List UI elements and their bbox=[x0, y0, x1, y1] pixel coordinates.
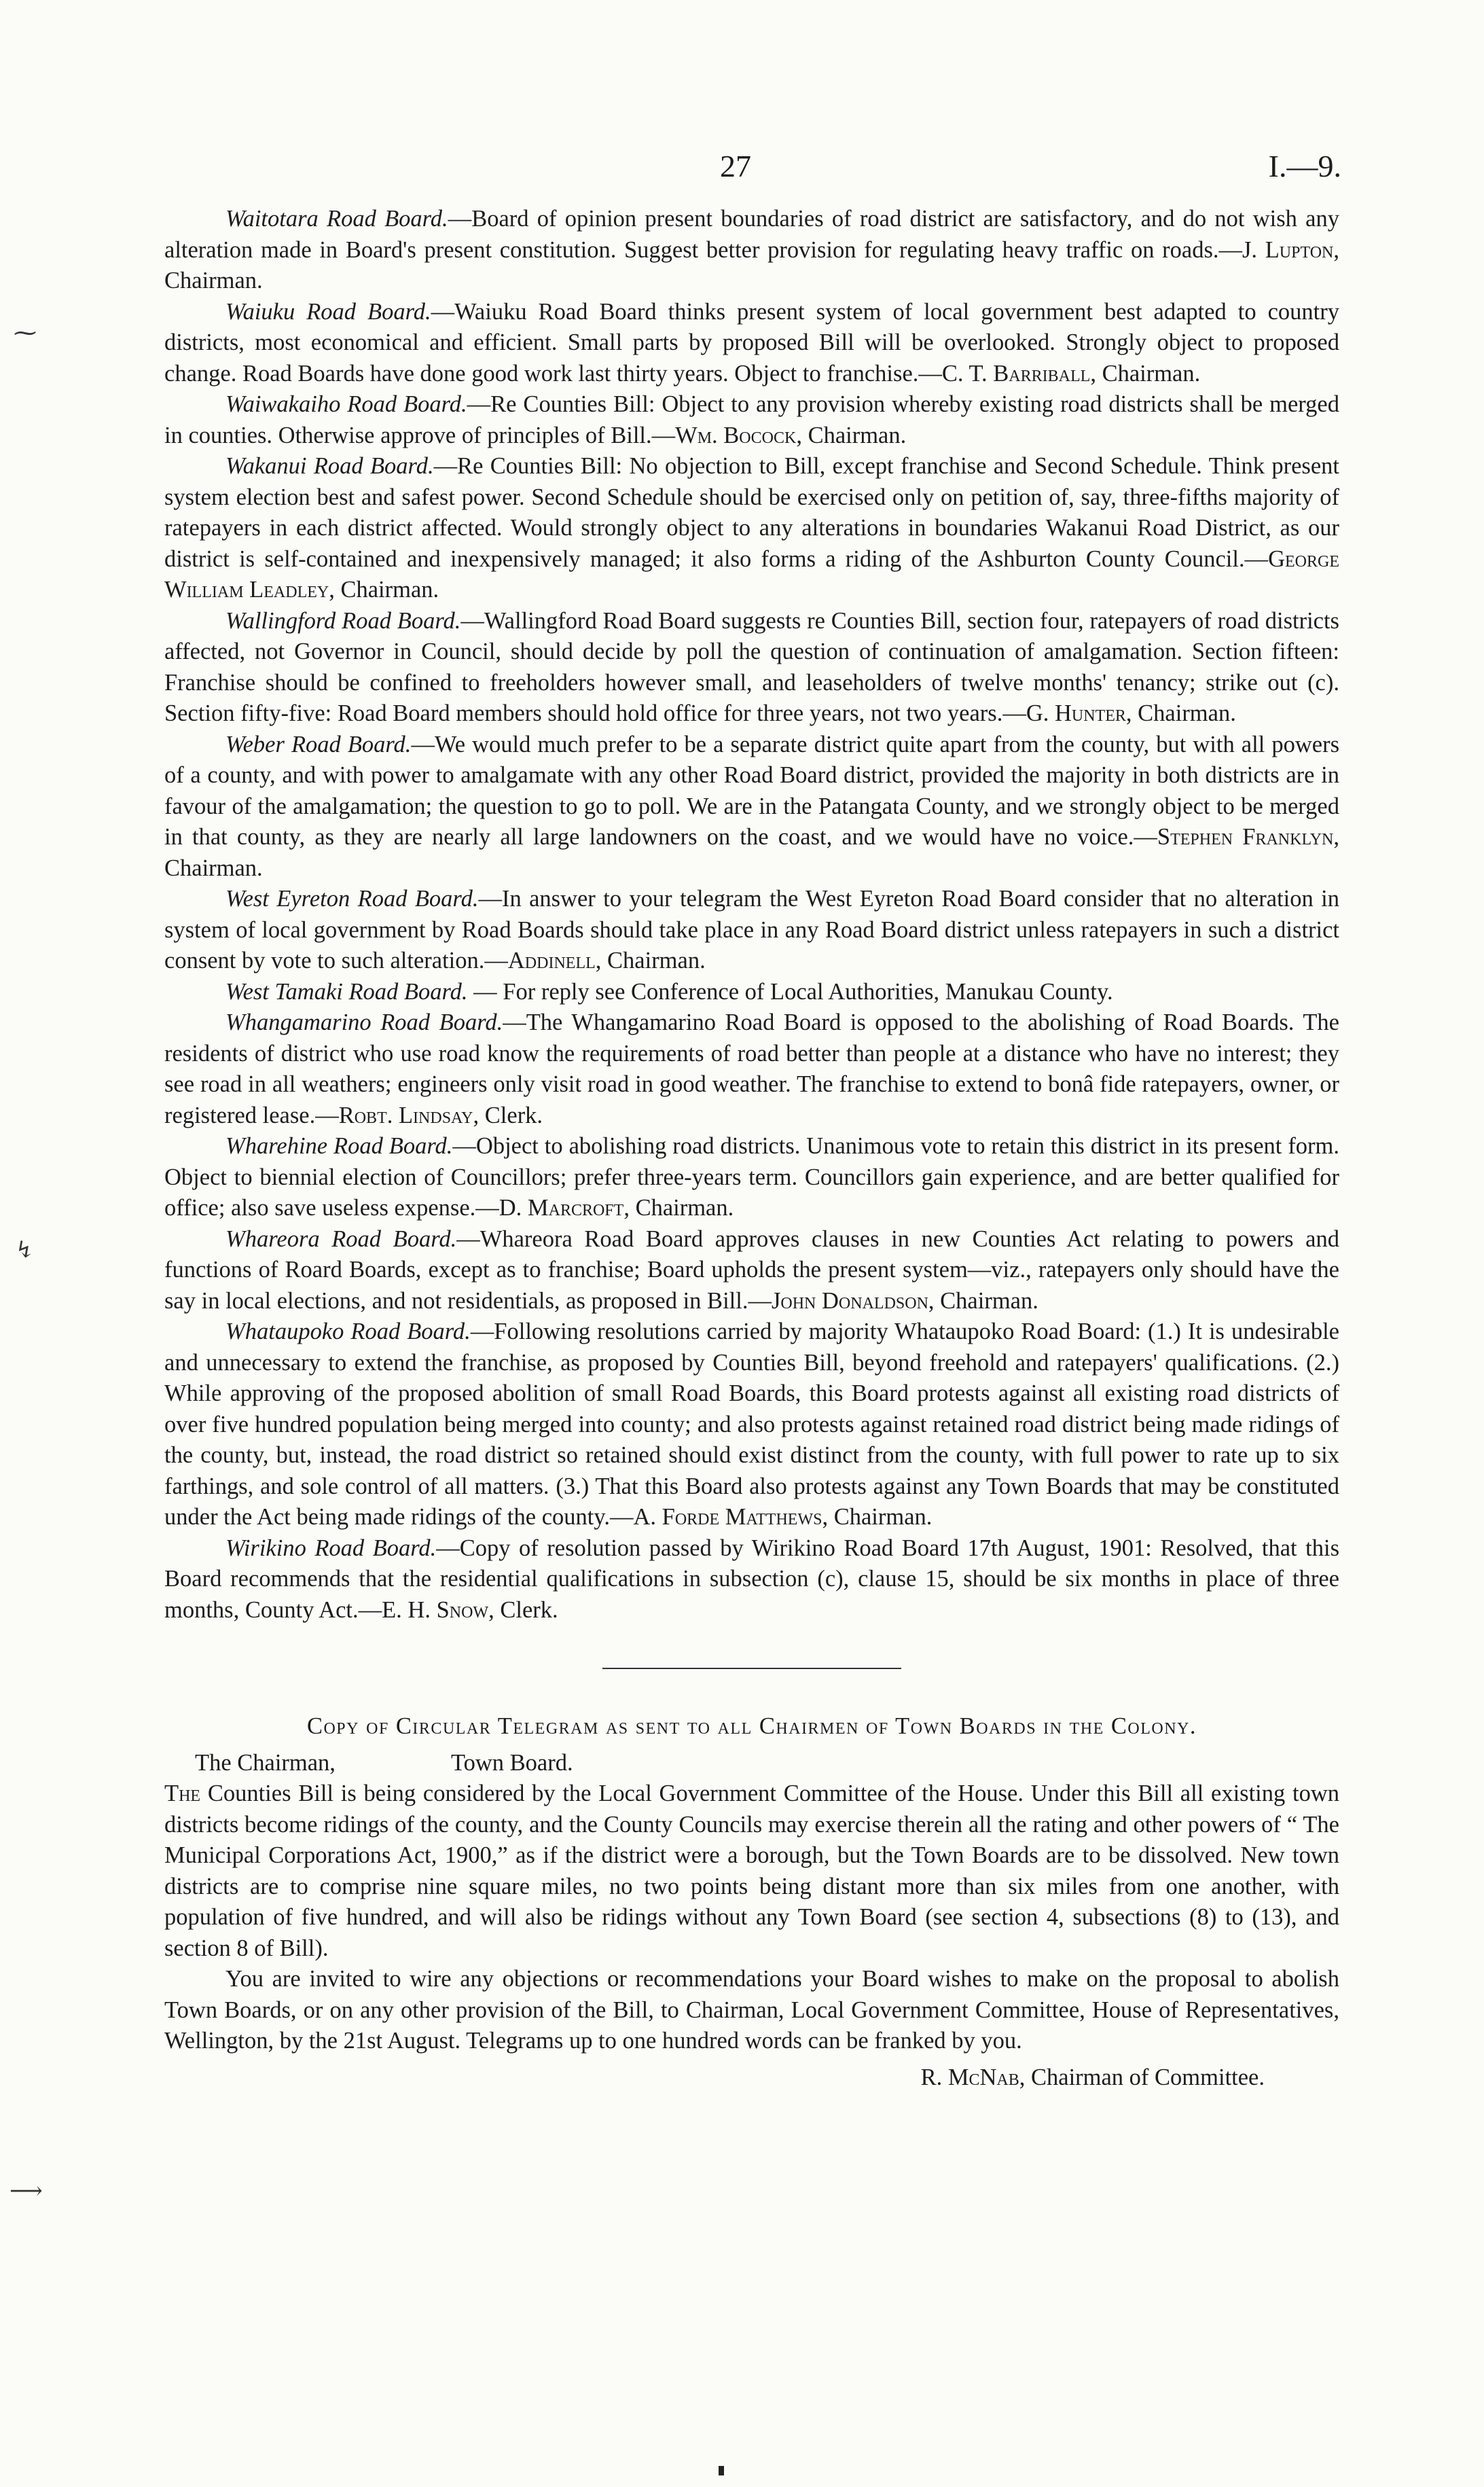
board-signer-role: , Chairman. bbox=[822, 1504, 933, 1530]
salutation-to: The Chairman, bbox=[195, 1749, 336, 1776]
board-name: West Tamaki Road Board. bbox=[225, 978, 468, 1005]
board-name: Wallingford Road Board. bbox=[225, 607, 461, 634]
board-signer: John Donaldson bbox=[771, 1287, 928, 1314]
board-reply-entry bbox=[164, 977, 1339, 1008]
telegram-lead-word: The bbox=[164, 1781, 201, 1806]
board-reply-text: —Whareora Road Board approves clauses in new Counties Act relating to powers and functions of Roard Boards, except as to franchise; Board upholds the present system—viz., ratepayers only should have the say in local elections, and not residentials, as proposed in Bill.— bbox=[164, 1225, 1339, 1314]
board-name: West Eyreton Road Board. bbox=[225, 886, 479, 912]
board-reply-text: —Copy of resolution passed by Wirikino Road Board 17th August, 1901: Resolved, that this Board recommends that the residential qualifications in subsection (c), clause 15, should be six months in place of three months, County Act.— bbox=[164, 1535, 1340, 1623]
board-reply-text: —Re Counties Bill: Object to any provision whereby existing road districts shall be merged in counties. Otherwise approve of principles of Bill.— bbox=[164, 391, 1339, 448]
board-reply-entry bbox=[164, 606, 1339, 730]
board-reply-entry bbox=[164, 1131, 1339, 1224]
margin-mark-icon: ⁓ bbox=[14, 321, 37, 346]
board-reply-entry bbox=[164, 451, 1339, 606]
board-signer-role: , Chairman. bbox=[329, 577, 439, 603]
board-signer: J. Lupton bbox=[1242, 236, 1334, 263]
board-signer: D. Marcroft bbox=[499, 1195, 624, 1221]
board-reply-entry bbox=[164, 297, 1339, 390]
board-signer: A. Forde Matthews bbox=[633, 1504, 822, 1530]
board-signer: Robt. Lindsay bbox=[338, 1102, 473, 1128]
margin-mark-icon: ↯ bbox=[15, 1238, 35, 1263]
page-body bbox=[164, 204, 1339, 2093]
telegram-salutation bbox=[164, 1748, 1339, 1779]
board-name: Whangamarino Road Board. bbox=[225, 1009, 503, 1035]
board-signer-role: , Clerk. bbox=[473, 1102, 543, 1128]
board-signer: Addinell bbox=[507, 948, 596, 973]
board-name: Wakanui Road Board. bbox=[225, 453, 434, 479]
board-name: Wharehine Road Board. bbox=[225, 1133, 453, 1159]
board-signer: Wm. Bocock bbox=[675, 422, 797, 448]
telegram-paragraph-text: Counties Bill is being considered by the Local Government Committee of the House. Under this Bill all existing town districts become ridings of the county, and the County Councils may exercise therein all the rating and other powers of “ The Municipal Corporations Act, 1900,” as if the district were a borough, but the Town Boards are to be dissolved. New town districts are to comprise nine square miles, no two points being distant more than six miles from one another, with population of five hundred, and will also be ridings without any Town Board (see section 4, subsections (8) to (13), and section 8 of Bill). bbox=[164, 1781, 1339, 1961]
board-name: Waitotara Road Board. bbox=[225, 206, 448, 232]
board-signer-role: , Chairman. bbox=[1090, 360, 1201, 387]
board-signer-role: , Chairman. bbox=[623, 1195, 734, 1221]
salutation-board: Town Board. bbox=[450, 1749, 573, 1776]
board-signer-role: , Chairman. bbox=[796, 422, 907, 448]
board-signer-role: , Chairman. bbox=[164, 824, 1339, 881]
board-reply-entry bbox=[164, 1317, 1339, 1533]
board-signer: G. Hunter bbox=[1026, 700, 1126, 726]
board-reply-text: —The Whangamarino Road Board is opposed to the abolishing of Road Boards. The residents of district who use road know the requirements of road better than people at a distance who have no interest; they see road in all weathers; engineers only visit road in good weather. The franchise to extend to bonâ fide ratepayers, owner, or registered lease.— bbox=[164, 1009, 1339, 1128]
board-reply-entry bbox=[164, 389, 1339, 451]
document-reference: I.—9. bbox=[1268, 149, 1341, 183]
board-reply-text: —Waiuku Road Board thinks present system of local government best adapted to country districts, most economical and efficient. Small parts by proposed Bill will be overlooked. Strongly object to proposed change. Road Boards have done good work last thirty years. Object to franchise.— bbox=[164, 298, 1340, 387]
telegram-signer: R. McNab bbox=[920, 2064, 1019, 2090]
board-signer: E. H. Snow bbox=[382, 1596, 489, 1623]
board-reply-entry bbox=[164, 1533, 1339, 1626]
board-reply-text: — For reply see Conference of Local Authorities, Manukau County. bbox=[467, 978, 1113, 1005]
board-reply-entry bbox=[164, 884, 1339, 977]
board-signer: Stephen Franklyn bbox=[1157, 824, 1334, 850]
board-name: Weber Road Board. bbox=[225, 731, 412, 757]
board-reply-text: —Wallingford Road Board suggests re Counties Bill, section four, ratepayers of road districts affected, not Governor in Council, should decide by poll the question of continuation of amalgamation. Section fifteen: Franchise should be confined to freeholders however small, and leaseholders of twelve months' tenancy; strike out (c). Section fifty-five: Road Board members should hold office for three years, not two years.— bbox=[164, 607, 1339, 726]
margin-arrow-icon: ⟶ bbox=[10, 2179, 43, 2204]
board-reply-text: —In answer to your telegram the West Eyreton Road Board consider that no alteration in system of local government by Road Boards should take place in any Road Board district unless ratepayers in such a district consent by vote to such alteration.— bbox=[164, 886, 1339, 973]
board-reply-text: —We would much prefer to be a separate district quite apart from the county, but with all powers of a county, and with power to amalgamate with any other Road Board district, provided the majority in both districts are in favour of the amalgamation; the question to go to poll. We are in the Patangata County, and we strongly object to be merged in that county, as they are nearly all large landowners on the coast, and we would have no voice.— bbox=[164, 731, 1339, 850]
board-name: Waiwakaiho Road Board. bbox=[225, 391, 467, 417]
telegram-signer-role: , Chairman of Committee. bbox=[1019, 2064, 1265, 2090]
footer-mark bbox=[719, 2466, 724, 2475]
board-reply-text: —Board of opinion present boundaries of road district are satisfactory, and do not wish any alteration made in Board's present constitution. Suggest better provision for regulating heavy traffic on roads.— bbox=[164, 206, 1339, 263]
board-name: Whataupoko Road Board. bbox=[225, 1319, 471, 1344]
board-signer-role: , Chairman. bbox=[1125, 700, 1236, 726]
telegram-signoff bbox=[164, 2062, 1339, 2094]
board-reply-text: —Following resolutions carried by majority Whataupoko Road Board: (1.) It is undesirable and unnecessary to extend the franchise, as proposed by Counties Bill, beyond freehold and ratepayers' qualifications. (2.) While approving of the proposed abolition of small Road Boards, this Board protests against all existing road districts of over five hundred population being merged into county; and also protests against retained road district being made ridings of the county, but, instead, the road district so retained should exist distinct from the county, with full power to rate up to six farthings, and sole control of all matters. (3.) That this Board also protests against any Town Boards that may be constituted under the Act being made ridings of the county.— bbox=[164, 1319, 1339, 1530]
board-name: Waiuku Road Board. bbox=[225, 298, 431, 325]
board-signer: George William Leadley bbox=[164, 545, 1339, 603]
board-signer-role: , Chairman. bbox=[164, 236, 1339, 293]
board-reply-entry bbox=[164, 1224, 1339, 1317]
board-signer-role: , Chairman. bbox=[928, 1287, 1038, 1314]
board-signer-role: , Chairman. bbox=[595, 948, 706, 973]
board-name: Whareora Road Board. bbox=[225, 1225, 457, 1252]
board-reply-entry bbox=[164, 204, 1339, 297]
telegram-paragraph bbox=[164, 1778, 1339, 1964]
telegram-paragraph: You are invited to wire any objections or recommendations your Board wishes to make on the proposal to abolish Town Boards, or on any other provision of the Bill, to Chairman, Local Government Committee, House of Representatives, Wellington, by the 21st August. Telegrams up to one hundred words can be franked by you. bbox=[164, 1966, 1339, 2054]
board-signer: C. T. Barriball bbox=[941, 360, 1091, 387]
page-number: 27 bbox=[720, 149, 751, 183]
section-divider bbox=[602, 1668, 901, 1669]
board-reply-entry bbox=[164, 1007, 1339, 1131]
board-reply-text: —Re Counties Bill: No objection to Bill, except franchise and Second Schedule. Think present system election best and safest power. Second Schedule should be exercised only on petition of, say, three-fifths majority of ratepayers in each district affected. Would strongly object to any alterations in boundaries Wakanui Road District, as our district is self-contained and inexpensively managed; it also forms a riding of the Ashburton County Council.— bbox=[164, 453, 1339, 572]
telegram-title: Copy of Circular Telegram as sent to all Chairmen of Town Boards in the Colony. bbox=[306, 1713, 1197, 1739]
board-replies bbox=[164, 204, 1339, 1626]
board-signer-role: , Clerk. bbox=[488, 1596, 558, 1623]
board-reply-entry bbox=[164, 730, 1339, 884]
board-name: Wirikino Road Board. bbox=[225, 1535, 437, 1561]
board-reply-text: —Object to abolishing road districts. Unanimous vote to retain this district in its present form. Object to biennial election of Councillors; prefer three-years term. Councillors gain experience, and are better qualified for office; also save useless expense.— bbox=[164, 1133, 1340, 1221]
page-header bbox=[0, 148, 1484, 196]
